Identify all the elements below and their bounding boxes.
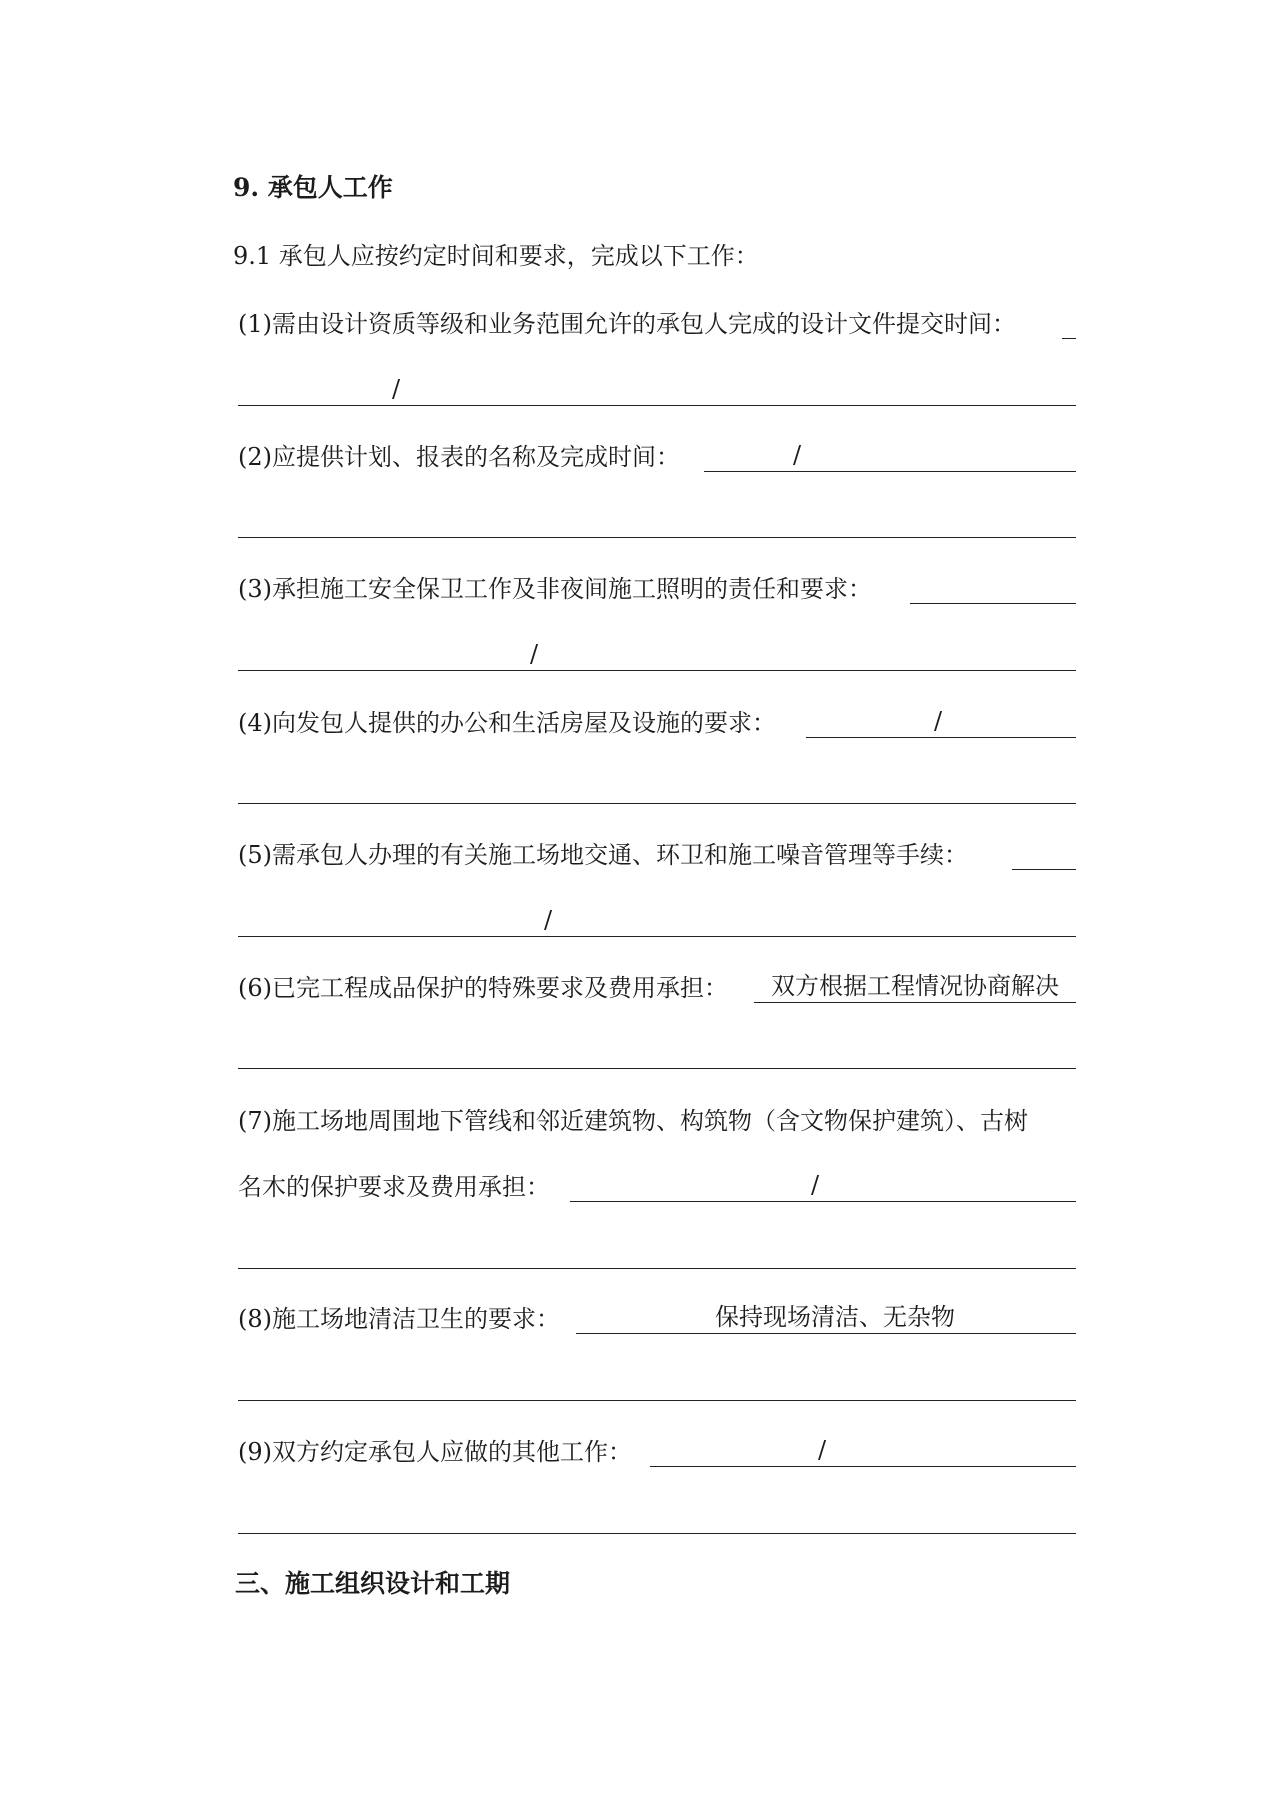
- item-8-value: 保持现场清洁、无杂物: [715, 1303, 955, 1331]
- item-2-value: /: [792, 441, 802, 469]
- section-heading: 9. 承包人工作: [233, 173, 393, 202]
- item-9-underline-b[interactable]: [238, 1533, 1076, 1534]
- item-3-underline-a[interactable]: [910, 603, 1076, 604]
- item-5-underline-a[interactable]: [1012, 869, 1076, 870]
- item-2-underline-a[interactable]: [704, 471, 1076, 472]
- item-3-underline-b[interactable]: [238, 670, 1076, 671]
- item-4-label: (4)向发包人提供的办公和生活房屋及设施的要求：: [238, 709, 776, 737]
- item-6-underline-b[interactable]: [238, 1068, 1076, 1069]
- item-1-underline-b[interactable]: [238, 405, 1076, 406]
- next-section-heading: 三、施工组织设计和工期: [235, 1569, 511, 1598]
- item-8-underline-b[interactable]: [238, 1400, 1076, 1401]
- item-5-label: (5)需承包人办理的有关施工场地交通、环卫和施工噪音管理等手续：: [238, 841, 968, 869]
- item-3-value: /: [529, 640, 539, 668]
- clause-intro: 9.1 承包人应按约定时间和要求，完成以下工作：: [233, 242, 759, 270]
- item-1-label: (1)需由设计资质等级和业务范围允许的承包人完成的设计文件提交时间：: [238, 310, 1016, 338]
- item-4-value: /: [933, 707, 943, 735]
- item-5-underline-b[interactable]: [238, 936, 1076, 937]
- item-7-value: /: [810, 1171, 820, 1199]
- item-7-underline-b[interactable]: [238, 1268, 1076, 1269]
- item-1-underline-a[interactable]: [1062, 338, 1076, 339]
- item-3-label: (3)承担施工安全保卫工作及非夜间施工照明的责任和要求：: [238, 575, 872, 603]
- item-5-value: /: [543, 906, 553, 934]
- item-7-label-line1: (7)施工场地周围地下管线和邻近建筑物、构筑物（含文物保护建筑）、古树: [238, 1107, 1028, 1135]
- item-9-value: /: [817, 1436, 827, 1464]
- item-1-value: /: [391, 375, 401, 403]
- item-9-label: (9)双方约定承包人应做的其他工作：: [238, 1438, 632, 1466]
- item-2-underline-b[interactable]: [238, 537, 1076, 538]
- item-4-underline-b[interactable]: [238, 803, 1076, 804]
- item-6-value: 双方根据工程情况协商解决: [771, 972, 1059, 1000]
- item-7-label-line2: 名木的保护要求及费用承担：: [238, 1173, 550, 1201]
- item-6-label: (6)已完工程成品保护的特殊要求及费用承担：: [238, 974, 728, 1002]
- item-8-label: (8)施工场地清洁卫生的要求：: [238, 1305, 560, 1333]
- item-2-label: (2)应提供计划、报表的名称及完成时间：: [238, 443, 680, 471]
- item-9-underline-a[interactable]: [650, 1466, 1076, 1467]
